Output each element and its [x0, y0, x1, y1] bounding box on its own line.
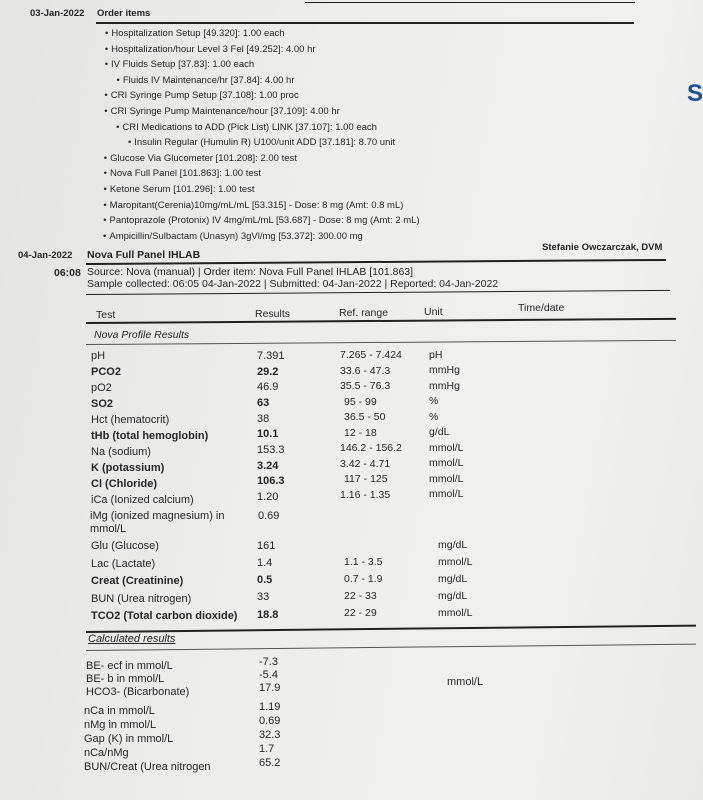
order-item — [103, 231, 363, 242]
order-item-text: Insulin Regular (Humulin R) U100/unit ADD [37.181]: 8.70 unit — [134, 137, 396, 149]
order-item-text: CRI Medications to ADD (Pick List) LINK [37.107]: 1.00 each — [122, 121, 377, 133]
calc-result: 0.69 — [259, 715, 281, 727]
row-unit: mmHg — [429, 379, 460, 392]
row-test: BUN (Urea nitrogen) — [91, 592, 192, 605]
bullet-icon: • — [103, 168, 107, 180]
row-ref: 117 - 125 — [344, 473, 388, 486]
img-test-line1: iMg (ionized magnesium) in — [90, 510, 225, 522]
row-result: 38 — [257, 412, 270, 425]
order-item — [116, 122, 377, 133]
page-edge-mark: S — [687, 80, 703, 107]
row-result: 46.9 — [257, 381, 279, 394]
calc-test: BUN/Creat (Urea nitrogen — [84, 761, 211, 773]
order-item — [105, 28, 285, 39]
row-ref: 22 - 29 — [344, 607, 377, 620]
row-test: Hct (hematocrit) — [91, 414, 170, 426]
row-unit: % — [429, 410, 439, 423]
row-result: 18.8 — [257, 608, 279, 621]
row-unit: mg/dL — [438, 589, 468, 602]
order-item-text: Maropitant(Cerenia)10mg/mL/mL [53.315] - Dose: 8 mg (Amt: 0.8 mL) — [109, 199, 404, 211]
img-test-line2: mmol/L — [90, 523, 127, 535]
bullet-icon: • — [105, 28, 109, 39]
order-item-text: Hospitalization Setup [49.320]: 1.00 each — [111, 28, 285, 39]
calc-result: -5.4 — [259, 669, 278, 681]
bullet-icon: • — [104, 59, 109, 71]
order-item-text: CRI Syringe Pump Setup [37.108]: 1.00 proc — [110, 90, 299, 102]
calc-result: 1.7 — [259, 743, 275, 755]
order-item — [105, 44, 316, 55]
row-ref: 12 - 18 — [344, 426, 377, 439]
row-unit: mg/dL — [438, 572, 468, 585]
row-ref: 7.265 - 7.424 — [340, 349, 402, 361]
row-ref: 36.5 - 50 — [344, 411, 386, 424]
row-result: 10.1 — [257, 428, 279, 441]
calc-test: nMg in mmol/L — [84, 719, 157, 731]
calc-test: BE- ecf in mmol/L — [86, 660, 173, 672]
row-result: 1.20 — [257, 490, 279, 503]
row-result: 153.3 — [257, 443, 285, 456]
row-unit: mmol/L — [429, 457, 464, 470]
section2-top-rule — [86, 625, 696, 633]
calc-test: nCa/nMg — [84, 747, 129, 759]
order-item — [117, 75, 295, 86]
row-unit: pH — [429, 349, 443, 361]
row-test: Creat (Creatinine) — [91, 575, 184, 587]
row-unit: % — [429, 395, 439, 408]
row-result: 161 — [257, 540, 276, 552]
order-item-text: Fluids IV Maintenance/hr [37.84]: 4.00 hr — [122, 74, 295, 86]
bullet-icon: • — [103, 152, 108, 164]
row-ref: 146.2 - 156.2 — [340, 442, 402, 455]
row-unit: mmol/L — [438, 606, 473, 619]
row-test: Cl (Chloride) — [91, 478, 157, 490]
row-ref: 22 - 33 — [344, 590, 377, 603]
order-item — [103, 200, 403, 211]
order-item-text: Nova Full Panel [101.863]: 1.00 test — [109, 168, 262, 180]
order-item-text: Pantoprazole (Protonix) IV 4mg/mL/mL [53.687] - Dose: 8 mg (Amt: 2 mL) — [109, 215, 420, 227]
calc-test: nCa in mmol/L — [84, 705, 155, 717]
row-test: TCO2 (Total carbon dioxide) — [91, 610, 238, 622]
row-unit: mmol/L — [438, 555, 473, 568]
col-header-results: Results — [255, 308, 291, 320]
bullet-icon: • — [116, 121, 120, 133]
col-header-time: Time/date — [518, 302, 565, 314]
order-item — [128, 137, 395, 148]
order-item — [103, 215, 419, 226]
calc-test: HCO3- (Bicarbonate) — [86, 686, 190, 698]
row-ref: 1.1 - 3.5 — [344, 556, 383, 568]
orders-date: 03-Jan-2022 — [30, 8, 85, 19]
header-rule — [86, 290, 670, 295]
row-ref: 95 - 99 — [344, 395, 377, 408]
order-item — [104, 90, 298, 101]
bullet-icon: • — [104, 90, 108, 102]
bullet-icon: • — [103, 199, 107, 211]
order-item — [104, 153, 297, 164]
row-result: 33 — [257, 591, 270, 604]
orders-rule — [96, 22, 634, 24]
top-rule — [305, 2, 635, 3]
row-test: tHb (total hemoglobin) — [91, 430, 209, 442]
row-ref: 0.7 - 1.9 — [344, 573, 383, 586]
bullet-icon: • — [103, 184, 107, 195]
row-unit: mmol/L — [429, 487, 464, 500]
calc-test: BE- b in mmol/L — [86, 673, 165, 685]
row-result: 3.24 — [257, 459, 279, 472]
col-header-test: Test — [96, 309, 116, 321]
order-item-text: CRI Syringe Pump Maintenance/hour [37.109]: 4.00 hr — [110, 106, 340, 117]
section-calculated: Calculated results — [88, 633, 176, 645]
calc-result: 1.19 — [259, 701, 281, 713]
row-test: pO2 — [91, 382, 112, 394]
lab-time: 06:08 — [54, 267, 81, 279]
row-unit: mg/dL — [438, 539, 468, 551]
lab-title: Nova Full Panel IHLAB — [87, 249, 201, 261]
order-item — [104, 168, 261, 179]
doctor-name: Stefanie Owczarczak, DVM — [542, 242, 663, 253]
row-ref: 1.16 - 1.35 — [340, 488, 391, 501]
bullet-icon: • — [104, 106, 108, 117]
row-unit: mmHg — [429, 364, 460, 377]
collected-line: Sample collected: 06:05 04-Jan-2022 | Submitted: 04-Jan-2022 | Reported: 04-Jan-2022 — [87, 278, 499, 290]
row-result: 0.5 — [257, 574, 273, 587]
calc-result: 65.2 — [259, 757, 281, 769]
col-header-ref: Ref. range — [339, 307, 389, 319]
source-line: Source: Nova (manual) | Order item: Nova Full Panel IHLAB [101.863] — [87, 266, 414, 278]
row-result: 29.2 — [257, 365, 279, 378]
section-nova-profile: Nova Profile Results — [94, 329, 190, 341]
row-test: Glu (Glucose) — [91, 540, 159, 552]
order-item-text: Ampicillin/Sulbactam (Unasyn) 3gVl/mg [53.372]: 300.00 mg — [109, 230, 363, 242]
calc-result: 17.9 — [259, 682, 281, 694]
order-item-text: Ketone Serum [101.296]: 1.00 test — [109, 184, 255, 195]
row-result: 1.4 — [257, 557, 273, 570]
calc-result: -7.3 — [259, 656, 278, 668]
row-test: PCO2 — [91, 366, 121, 378]
col-header-unit: Unit — [424, 306, 443, 318]
row-test: Lac (Lactate) — [91, 557, 156, 570]
section2-rule — [86, 644, 696, 651]
row-result: 7.391 — [257, 350, 285, 362]
row-test: SO2 — [91, 398, 114, 410]
order-item — [104, 106, 340, 117]
row-test: iCa (Ionized calcium) — [91, 494, 194, 506]
order-item-text: IV Fluids Setup [37.83]: 1.00 each — [111, 59, 255, 71]
row-result: 63 — [257, 396, 270, 409]
orders-title: Order items — [97, 8, 151, 19]
order-item-text: Hospitalization/hour Level 3 Fel [49.252]: 4.00 hr — [111, 43, 316, 55]
row-unit: mmol/L — [429, 441, 464, 454]
bullet-icon: • — [116, 74, 120, 86]
row-test: pH — [91, 350, 106, 362]
calc-unit: mmol/L — [447, 676, 484, 688]
img-result: 0.69 — [258, 510, 280, 522]
row-ref: 33.6 - 47.3 — [340, 364, 391, 377]
row-test: K (potassium) — [91, 462, 165, 474]
row-unit: g/dL — [429, 426, 450, 439]
lab-date: 04-Jan-2022 — [18, 250, 73, 261]
bullet-icon: • — [103, 215, 107, 227]
order-item — [104, 184, 255, 195]
calc-result: 32.3 — [259, 729, 281, 741]
order-item-text: Glucose Via Glucometer [101.208]: 2.00 test — [110, 152, 297, 164]
row-ref: 35.5 - 76.3 — [340, 380, 391, 393]
bullet-icon: • — [104, 43, 109, 55]
row-ref: 3.42 - 4.71 — [340, 457, 391, 470]
calc-test: Gap (K) in mmol/L — [84, 733, 174, 745]
order-item — [105, 59, 254, 70]
bullet-icon: • — [103, 230, 107, 242]
row-test: Na (sodium) — [91, 446, 151, 458]
bullet-icon: • — [127, 137, 132, 149]
row-result: 106.3 — [257, 475, 285, 488]
row-unit: mmol/L — [429, 472, 464, 485]
